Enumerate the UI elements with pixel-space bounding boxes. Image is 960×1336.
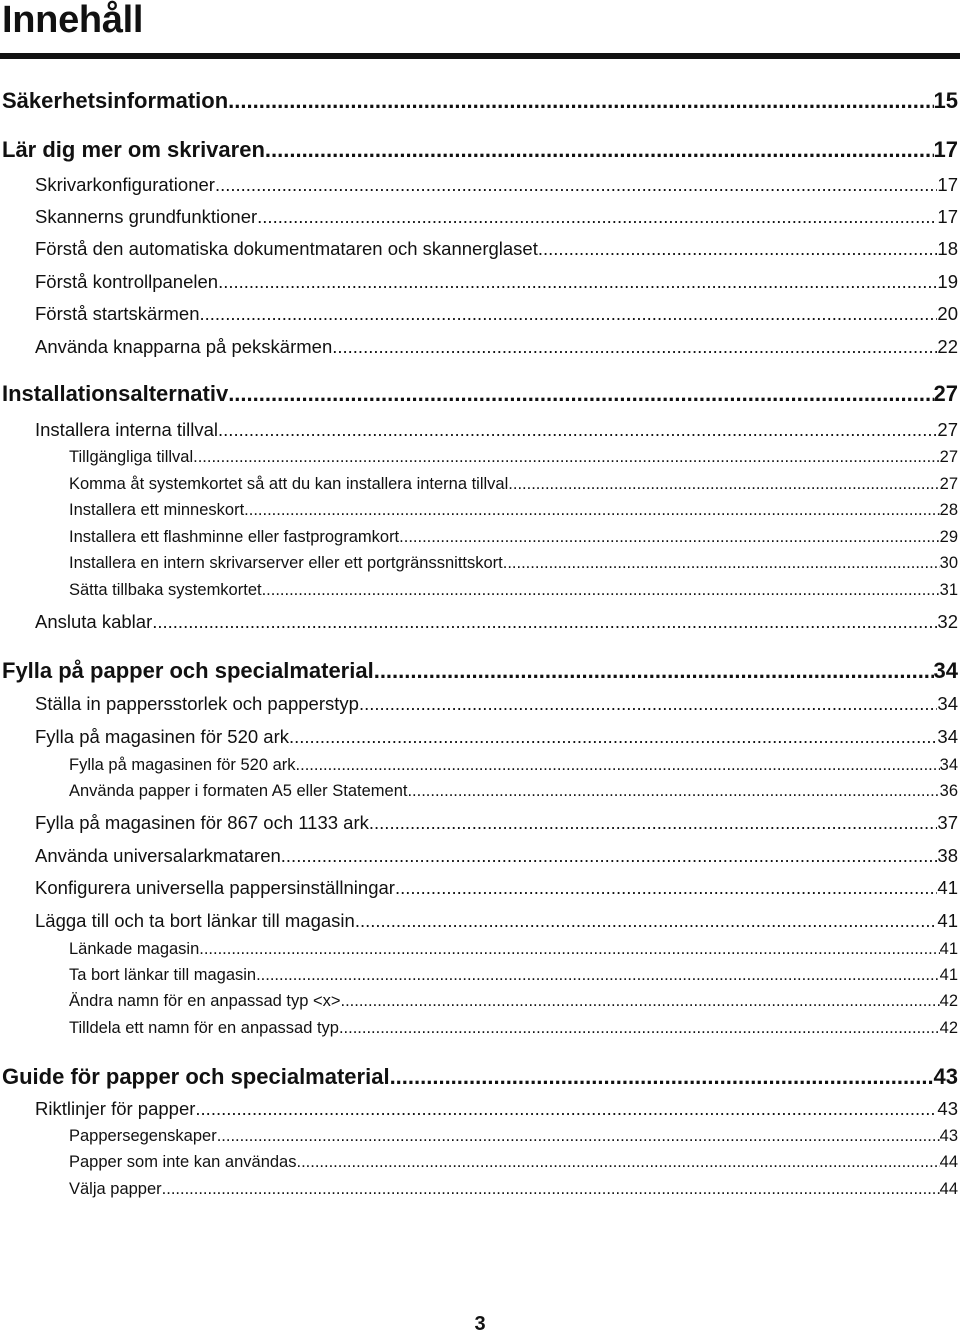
toc-entry-title: Konfigurera universella pappersinställningar xyxy=(35,877,395,898)
toc-entry[interactable] xyxy=(35,174,958,196)
toc-entry-page: 19 xyxy=(937,271,958,292)
dot-leader xyxy=(228,381,933,407)
dot-leader xyxy=(228,88,933,114)
toc-entry-page: 37 xyxy=(937,812,958,833)
toc-entry-page: 18 xyxy=(937,238,958,259)
dot-leader xyxy=(339,1019,940,1038)
toc-entry[interactable] xyxy=(69,782,958,801)
toc-entry-title: Installera ett minneskort xyxy=(69,501,245,519)
toc-entry-title: Länkade magasin xyxy=(69,940,200,958)
toc-entry-title: Pappersegenskaper xyxy=(69,1127,217,1145)
toc-entry-title: Lär dig mer om skrivaren xyxy=(2,137,265,162)
toc-entry-page: 38 xyxy=(937,845,958,866)
toc-entry[interactable] xyxy=(35,726,958,748)
toc-entry[interactable] xyxy=(35,1098,958,1120)
dot-leader xyxy=(265,137,934,163)
toc-entry-title: Fylla på papper och specialmaterial xyxy=(2,658,374,683)
toc-entry-title: Papper som inte kan användas xyxy=(69,1153,297,1171)
dot-leader xyxy=(218,271,937,293)
toc-entry[interactable] xyxy=(69,1019,958,1038)
toc-entry-page: 44 xyxy=(939,1180,958,1198)
toc-entry-title: Ta bort länkar till magasin xyxy=(69,966,257,984)
toc-entry[interactable] xyxy=(69,966,958,985)
dot-leader xyxy=(195,1098,937,1120)
toc-entry-title: Lägga till och ta bort länkar till magasin xyxy=(35,910,355,931)
toc-entry-title: Fylla på magasinen för 520 ark xyxy=(35,726,289,747)
toc-entry-title: Välja papper xyxy=(69,1180,162,1198)
toc-entry-title: Använda papper i formaten A5 eller Statement xyxy=(69,782,408,800)
toc-entry-title: Installera en intern skrivarserver eller ett portgränssnittskort xyxy=(69,554,503,572)
toc-entry-page: 41 xyxy=(939,940,958,958)
toc-entry[interactable] xyxy=(69,475,958,494)
dot-leader xyxy=(215,174,937,196)
toc-entry-page: 41 xyxy=(937,910,958,931)
toc-entry[interactable] xyxy=(35,303,958,325)
dot-leader xyxy=(218,419,937,441)
toc-entry-title: Ansluta kablar xyxy=(35,611,153,632)
toc-entry-page: 20 xyxy=(937,303,958,324)
toc-entry-title: Fylla på magasinen för 520 ark xyxy=(69,756,296,774)
toc-entry[interactable] xyxy=(35,812,958,834)
toc-entry-title: Guide för papper och specialmaterial xyxy=(2,1064,390,1089)
toc-entry-title: Förstå startskärmen xyxy=(35,303,200,324)
toc-entry[interactable] xyxy=(35,336,958,358)
dot-leader xyxy=(395,877,937,899)
toc-entry-page: 31 xyxy=(939,581,958,599)
toc-entry-page: 29 xyxy=(939,528,958,546)
toc-entry-title: Förstå kontrollpanelen xyxy=(35,271,219,292)
toc-entry-title: Fylla på magasinen för 867 och 1133 ark xyxy=(35,812,369,833)
toc-entry[interactable] xyxy=(35,877,958,899)
toc-entry[interactable] xyxy=(69,940,958,959)
page-title: Innehåll xyxy=(2,0,144,41)
toc-entry-page: 43 xyxy=(937,1098,958,1119)
dot-leader xyxy=(199,940,939,959)
toc-entry[interactable] xyxy=(69,992,958,1011)
toc-entry-title: Tilldela ett namn för en anpassad typ xyxy=(69,1019,339,1037)
toc-entry[interactable] xyxy=(2,658,958,684)
toc-entry-page: 34 xyxy=(937,693,958,714)
dot-leader xyxy=(296,756,940,775)
toc-entry[interactable] xyxy=(69,1153,958,1172)
toc-entry-page: 42 xyxy=(939,1019,958,1037)
dot-leader xyxy=(262,581,940,600)
toc-entry-page: 34 xyxy=(939,756,958,774)
toc-entry-page: 17 xyxy=(937,174,958,195)
dot-leader xyxy=(281,845,938,867)
toc-entry-title: Säkerhetsinformation xyxy=(2,88,229,113)
toc-entry-page: 15 xyxy=(933,88,958,113)
dot-leader xyxy=(399,528,939,547)
toc-entry-page: 27 xyxy=(939,475,958,493)
toc-entry-page: 27 xyxy=(937,419,958,440)
toc-entry-page: 41 xyxy=(937,877,958,898)
toc-entry-title: Installationsalternativ xyxy=(2,381,229,406)
toc-entry[interactable] xyxy=(69,448,958,467)
toc-entry-title: Använda universalarkmataren xyxy=(35,845,281,866)
dot-leader xyxy=(289,726,937,748)
toc-entry[interactable] xyxy=(35,271,958,293)
toc-entry[interactable] xyxy=(69,1127,958,1146)
dot-leader xyxy=(407,782,939,801)
toc-entry-title: Använda knapparna på pekskärmen xyxy=(35,336,333,357)
toc-entry[interactable] xyxy=(69,1180,958,1199)
dot-leader xyxy=(244,501,939,520)
dot-leader xyxy=(369,812,938,834)
toc-entry-page: 36 xyxy=(939,782,958,800)
dot-leader xyxy=(508,475,939,494)
toc-entry[interactable] xyxy=(35,206,958,228)
toc-entry-title: Förstå den automatiska dokumentmataren och skannerglaset xyxy=(35,238,538,259)
dot-leader xyxy=(359,693,937,715)
toc-entry-page: 34 xyxy=(937,726,958,747)
dot-leader xyxy=(341,992,940,1011)
dot-leader xyxy=(538,238,938,260)
toc-entry-page: 43 xyxy=(939,1127,958,1145)
toc-entry-page: 28 xyxy=(939,501,958,519)
toc-entry-page: 41 xyxy=(939,966,958,984)
toc-entry-title: Installera ett flashminne eller fastprogramkort xyxy=(69,528,400,546)
toc-entry[interactable] xyxy=(35,238,958,260)
title-rule xyxy=(0,53,960,59)
dot-leader xyxy=(296,1153,939,1172)
toc-entry[interactable] xyxy=(69,554,958,573)
toc-entry-page: 42 xyxy=(939,992,958,1010)
toc-entry-title: Riktlinjer för papper xyxy=(35,1098,196,1119)
toc-entry-page: 34 xyxy=(933,658,958,683)
toc-entry-page: 32 xyxy=(937,611,958,632)
toc-entry-title: Installera interna tillval xyxy=(35,419,219,440)
toc-entry[interactable] xyxy=(35,910,958,932)
dot-leader xyxy=(152,611,937,633)
toc-entry[interactable] xyxy=(69,528,958,547)
dot-leader xyxy=(256,966,940,985)
dot-leader xyxy=(332,336,937,358)
toc-entry-title: Ändra namn för en anpassad typ <x> xyxy=(69,992,341,1010)
toc-entry[interactable] xyxy=(2,381,958,407)
toc-entry[interactable] xyxy=(2,1064,958,1090)
toc-entry-title: Komma åt systemkortet så att du kan installera interna tillval xyxy=(69,475,509,493)
toc-entry-page: 30 xyxy=(939,554,958,572)
toc-entry-title: Skannerns grundfunktioner xyxy=(35,206,258,227)
toc-entry-page: 22 xyxy=(937,336,958,357)
toc-entry-title: Tillgängliga tillval xyxy=(69,448,194,466)
toc-entry[interactable] xyxy=(2,88,958,114)
dot-leader xyxy=(193,448,940,467)
toc-entry-page: 17 xyxy=(937,206,958,227)
toc-entry[interactable] xyxy=(69,756,958,775)
toc-entry-page: 43 xyxy=(933,1064,958,1089)
toc-entry[interactable] xyxy=(69,501,958,520)
toc-entry-page: 17 xyxy=(933,137,958,162)
dot-leader xyxy=(162,1180,940,1199)
toc-entry-page: 27 xyxy=(939,448,958,466)
dot-leader xyxy=(374,658,934,684)
toc-entry-title: Ställa in pappersstorlek och papperstyp xyxy=(35,693,359,714)
dot-leader xyxy=(503,554,940,573)
toc-entry[interactable] xyxy=(69,581,958,600)
dot-leader xyxy=(390,1064,934,1090)
dot-leader xyxy=(257,206,937,228)
dot-leader xyxy=(217,1127,940,1146)
dot-leader xyxy=(200,303,938,325)
toc-entry[interactable] xyxy=(35,419,958,441)
toc-entry-page: 27 xyxy=(933,381,958,406)
page-number: 3 xyxy=(474,1313,486,1335)
toc-entry-page: 44 xyxy=(939,1153,958,1171)
toc-entry-title: Skrivarkonfigurationer xyxy=(35,174,215,195)
dot-leader xyxy=(355,910,938,932)
toc-entry[interactable] xyxy=(35,611,958,633)
toc-entry[interactable] xyxy=(35,693,958,715)
toc-entry[interactable] xyxy=(35,845,958,867)
toc-entry-title: Sätta tillbaka systemkortet xyxy=(69,581,262,599)
toc-entry[interactable] xyxy=(2,137,958,163)
